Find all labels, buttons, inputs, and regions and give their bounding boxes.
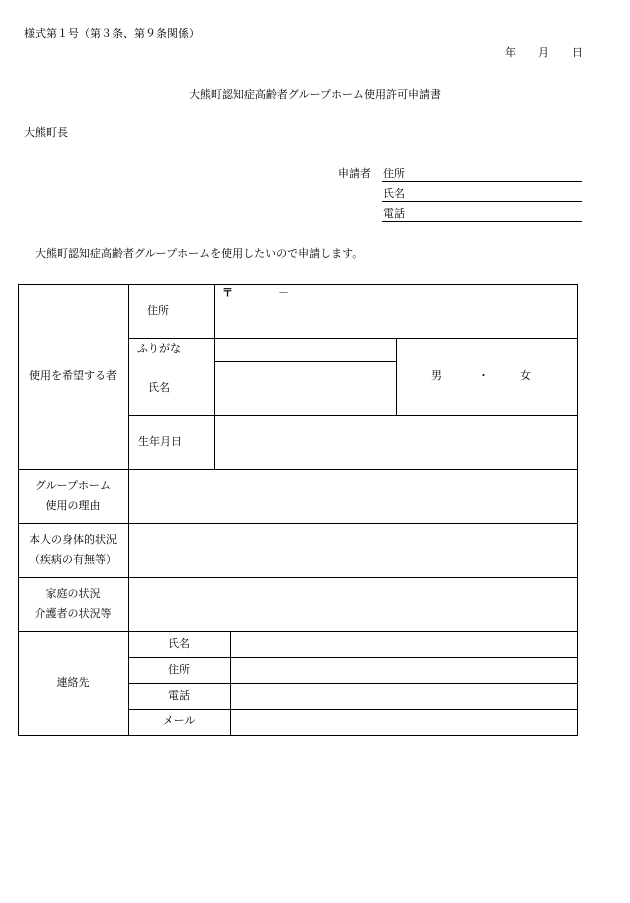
- table-row-line: [214, 361, 397, 362]
- reason-input[interactable]: [130, 471, 576, 522]
- physical-condition-input[interactable]: [130, 525, 576, 576]
- contact-phone-input[interactable]: [232, 685, 576, 708]
- table-divider-gender: [396, 338, 397, 416]
- contact-name-input[interactable]: [232, 633, 576, 656]
- table-border-bottom: [18, 735, 578, 736]
- table-border-right: [577, 284, 578, 736]
- contact-name-label: 氏名: [168, 637, 190, 650]
- physical-label-line2: （疾病の有無等）: [29, 553, 117, 566]
- gender-separator: ・: [478, 369, 489, 382]
- date-day-label: 日: [572, 46, 583, 59]
- family-label-line2: 介護者の状況等: [34, 607, 112, 620]
- contact-address-label: 住所: [168, 663, 190, 676]
- addressee: 大熊町長: [24, 126, 68, 139]
- physical-label-line1: 本人の身体的状況: [29, 533, 117, 546]
- table-row-line: [128, 683, 578, 684]
- postal-mark: 〒: [222, 286, 233, 299]
- applicant-name-line: [382, 201, 582, 202]
- gender-male-option[interactable]: 男: [431, 369, 442, 382]
- reason-label-line1: グループホーム: [34, 479, 112, 492]
- table-row-line: [18, 523, 578, 524]
- applicant-address-line: [382, 181, 582, 182]
- birthdate-input[interactable]: [216, 417, 576, 468]
- gender-female-option[interactable]: 女: [520, 369, 531, 382]
- date-month-label: 月: [538, 46, 549, 59]
- contact-section-label: 連絡先: [56, 676, 90, 689]
- applicant-section-label: 使用を希望する者: [29, 369, 117, 382]
- table-row-line: [128, 709, 578, 710]
- form-number: 様式第１号（第３条、第９条関係）: [24, 27, 200, 40]
- furigana-input[interactable]: [216, 340, 394, 360]
- postal-dash: －: [278, 286, 289, 299]
- address-label: 住所: [147, 304, 169, 317]
- name-input[interactable]: [216, 363, 394, 414]
- family-situation-input[interactable]: [130, 579, 576, 630]
- table-divider-sub: [214, 284, 215, 470]
- family-label-line1: 家庭の状況: [45, 587, 101, 600]
- table-row-line: [128, 657, 578, 658]
- name-label: 氏名: [148, 381, 170, 394]
- contact-address-input[interactable]: [232, 659, 576, 682]
- table-row-line: [18, 469, 578, 470]
- reason-label-line2: 使用の理由: [45, 499, 101, 512]
- document-title: 大熊町認知症高齢者グループホーム使用許可申請書: [188, 88, 442, 101]
- contact-mail-input[interactable]: [232, 711, 576, 734]
- date-year-label: 年: [505, 46, 516, 59]
- table-row-line: [128, 415, 578, 416]
- applicant-name-label: 氏名: [383, 187, 405, 200]
- applicant-phone-label: 電話: [383, 207, 405, 220]
- contact-phone-label: 電話: [168, 689, 190, 702]
- table-row-line: [128, 338, 578, 339]
- applicant-phone-line: [382, 221, 582, 222]
- address-input[interactable]: [222, 304, 576, 336]
- contact-mail-label: メール: [162, 714, 196, 727]
- birthdate-label: 生年月日: [138, 435, 182, 448]
- table-row-line: [18, 631, 578, 632]
- application-statement: 大熊町認知症高齢者グループホームを使用したいので申請します。: [35, 247, 364, 260]
- applicant-label: 申請者: [338, 167, 371, 180]
- table-border-top: [18, 284, 578, 285]
- table-row-line: [18, 577, 578, 578]
- furigana-label: ふりがな: [137, 342, 181, 355]
- applicant-address-label: 住所: [383, 167, 405, 180]
